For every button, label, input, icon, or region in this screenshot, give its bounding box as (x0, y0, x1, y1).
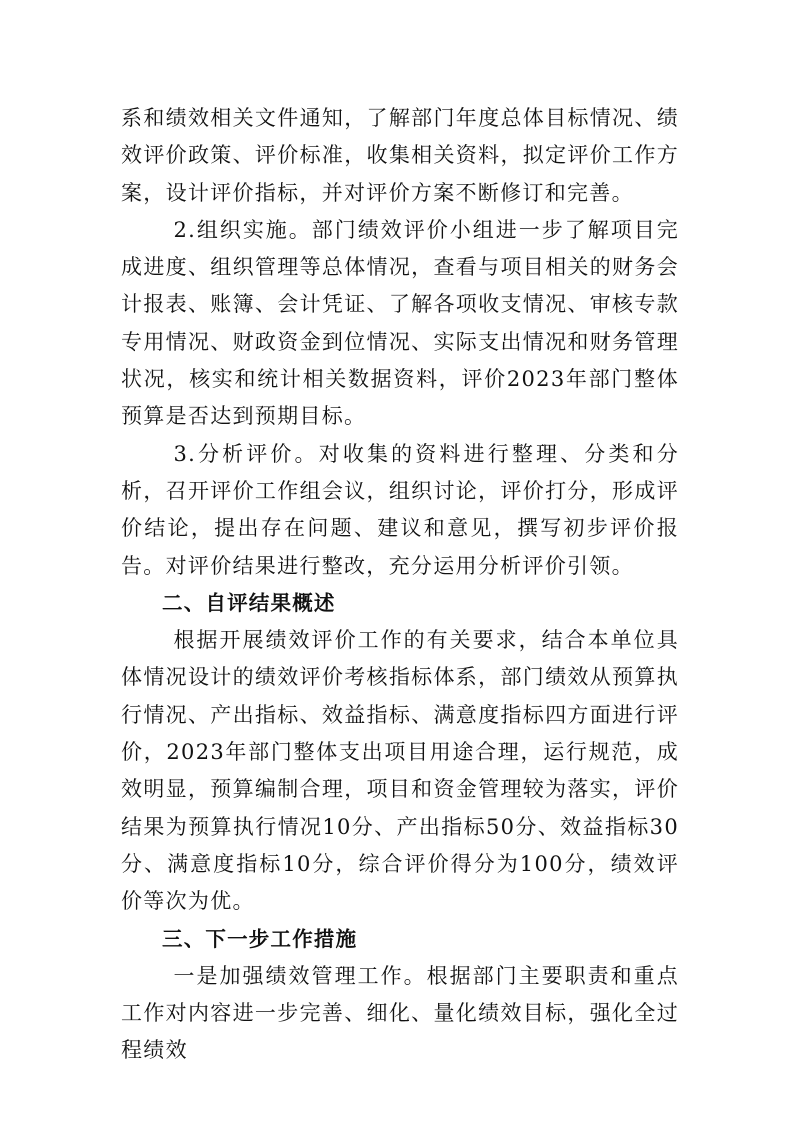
paragraph-analysis-evaluation: 3.分析评价。对收集的资料进行整理、分类和分析，召开评价工作组会议，组织讨论，评价打分，形成评价结论，提出存在问题、建议和意见，撰写初步评价报告。对评价结果进行整改，充分运用分析评价引领。 (121, 441, 679, 578)
paragraph-strengthen-performance-management: 一是加强绩效管理工作。根据部门主要职责和重点工作对内容进一步完善、细化、量化绩效目标，强化全过程绩效 (121, 963, 679, 1063)
paragraph-continuation: 系和绩效相关文件通知，了解部门年度总体目标情况、绩效评价政策、评价标准，收集相关资料，拟定评价工作方案，设计评价指标，并对评价方案不断修订和完善。 (121, 106, 679, 205)
paragraph-organize-implementation: 2.组织实施。部门绩效评价小组进一步了解项目完成进度、组织管理等总体情况，查看与项目相关的财务会计报表、账簿、会计凭证、了解各项收支情况、审核专款专用情况、财政资金到位情况、实际支出情况和财务管理状况，核实和统计相关数据资料，评价2023年部门整体预算是否达到预期目标。 (121, 217, 679, 429)
section-heading-next-steps: 三、下一步工作措施 (162, 926, 358, 951)
document-body (121, 100, 679, 1070)
paragraph-self-evaluation-summary: 根据开展绩效评价工作的有关要求，结合本单位具体情况设计的绩效评价考核指标体系，部门绩效从预算执行情况、产出指标、效益指标、满意度指标四方面进行评价，2023年部门整体支出项目用途合理，运行规范，成效明显，预算编制合理，项目和资金管理较为落实，评价结果为预算执行情况10分、产出指标50分、效益指标30分、满意度指标10分，综合评价得分为100分，绩效评价等次为优。 (121, 628, 679, 914)
section-heading-self-evaluation-results: 二、自评结果概述 (162, 590, 336, 615)
